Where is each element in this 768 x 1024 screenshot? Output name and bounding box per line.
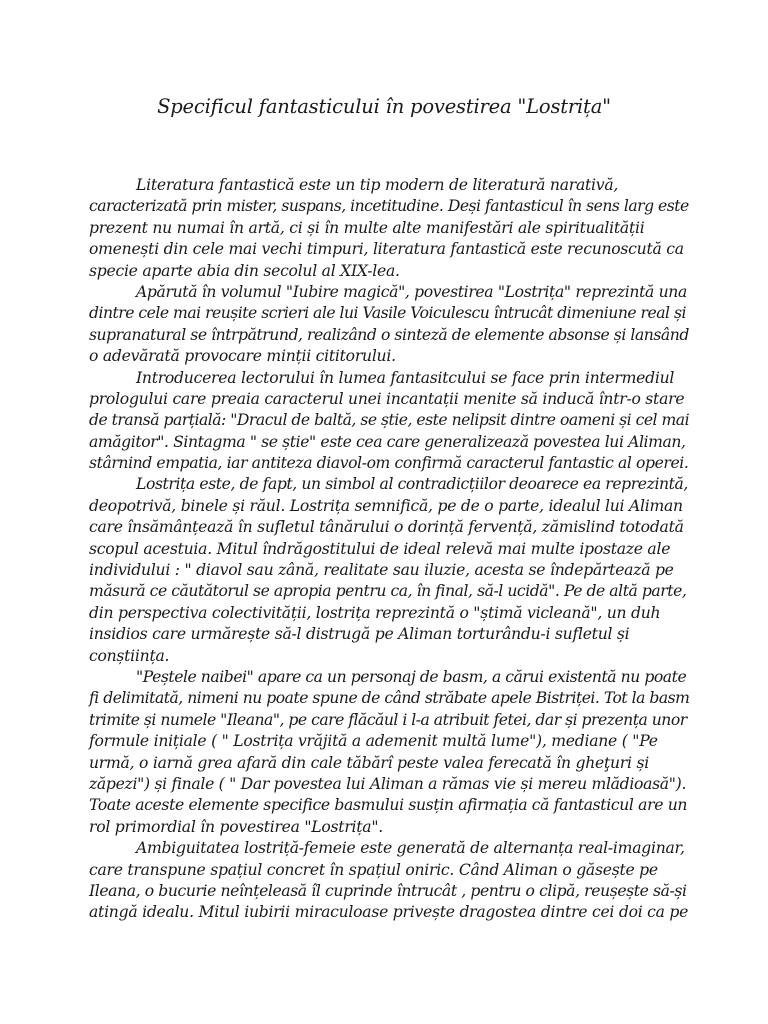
text-line: care însămânțează în sufletul tânărului o dorință fervență, zămislind totodată [89,518,684,537]
text-line: individului : " diavol sau zână, realitate sau iluzie, acesta se îndepărtează pe [89,561,674,580]
text-line: scopul acestuia. Mitul îndrăgostitului de ideal relevă mai multe ipostaze ale [89,539,671,558]
text-line: zăpezi") și finale ( " Dar povestea lui Aliman a rămas vie și mereu mlădioasă"). [89,774,687,793]
text-line: dintre cele mai reușite scrieri ale lui Vasile Voiculescu întrucât dimeniune real și [89,304,686,323]
text-line: din perspectiva colectivității, lostrița reprezintă o "știmă vicleană", un duh [89,603,661,622]
paragraph-first-line: Lostrița este, de fapt, un simbol al contradicțiilor deoarece ea reprezintă, [136,475,688,494]
text-line: specie aparte abia din secolul al XIX-lea. [89,261,400,280]
text-line: omenești din cele mai vechi timpuri, literatura fantastică este recunoscută ca [89,240,684,259]
text-line: o adevărată provocare minții cititorului. [89,347,396,366]
paragraph-first-line: "Peștele naibei" apare ca un personaj de basm, a cărui existentă nu poate [136,667,687,686]
text-line: formule inițiale ( " Lostrița vrăjită a ademenit multă lume"), mediane ( "Pe [89,732,658,751]
text-line: atingă idealu. Mitul iubirii miraculoase privește dragostea dintre cei doi ca pe [89,903,689,922]
text-line: trimite și numele "Ileana", pe care flăcăul i l-a atribuit fetei, dar și prezența unor [89,710,687,729]
text-line: conștiința. [89,646,170,665]
text-line: caracterizată prin mister, suspans, incetitudine. Deși fantasticul în sens larg este [89,197,689,216]
text-line: de transă parțială: "Dracul de baltă, se știe, este nelipsit dintre oameni și cel mai [89,411,690,430]
text-line: prezent nu numai în artă, ci și în multe alte manifestări ale spiritualității [89,218,645,237]
text-line: fi delimitată, nimeni nu poate spune de când străbate apele Bistriței. Tot la basm [89,689,690,708]
text-line: stârnind empatia, iar antiteza diavol-om confirmă caracterul fantastic al operei. [89,454,689,473]
paragraph-first-line: Introducerea lectorului în lumea fantasitcului se face prin intermediul [136,368,675,387]
text-line: măsură ce căutătorul se apropia pentru ca, în final, să-l ucidă". Pe de altă parte, [89,582,687,601]
text-line: amăgitor". Sintagma " se știe" este cea care generalizează povestea lui Aliman, [89,432,686,451]
document-body [89,175,689,924]
paragraph-first-line: Literatura fantastică este un tip modern de literatură narativă, [136,176,619,194]
text-line: Toate aceste elemente specifice basmului susțin afirmația că fantasticul are un [89,796,688,815]
text-line: deopotrivă, binele și răul. Lostrița semnifică, pe de o parte, idealul lui Aliman [89,496,683,515]
text-line: Ileana, o bucurie neînțeleasă îl cuprinde întrucât , pentru o clipă, reușește să-și [89,881,687,900]
text-line: urmă, o iarnă grea afară din cale tăbărî peste valea ferecată în gheţuri și [89,753,649,772]
text-line: care transpune spațiul concret în spațiul oniric. Când Aliman o găsește pe [89,860,658,879]
paragraph-first-line: Apărută în volumul "Iubire magică", povestirea "Lostrița" reprezintă una [136,282,687,301]
text-line: prologului care preaia caracterul unei incantații menite să inducă într-o stare [89,389,685,408]
document-title: Specificul fantasticului în povestirea "Lostrița" [157,95,611,118]
paragraph-first-line: Ambiguitatea lostriță-femeie este generată de alternanța real-imaginar, [136,839,685,858]
text-line: supranatural se întrpătrund, realizând o sinteză de elemente absonse și lansând [89,325,689,344]
text-line: rol primordial în povestirea "Lostrița". [89,817,383,836]
text-line: insidios care urmărește să-l distrugă pe Aliman torturându-i sufletul și [89,625,630,644]
